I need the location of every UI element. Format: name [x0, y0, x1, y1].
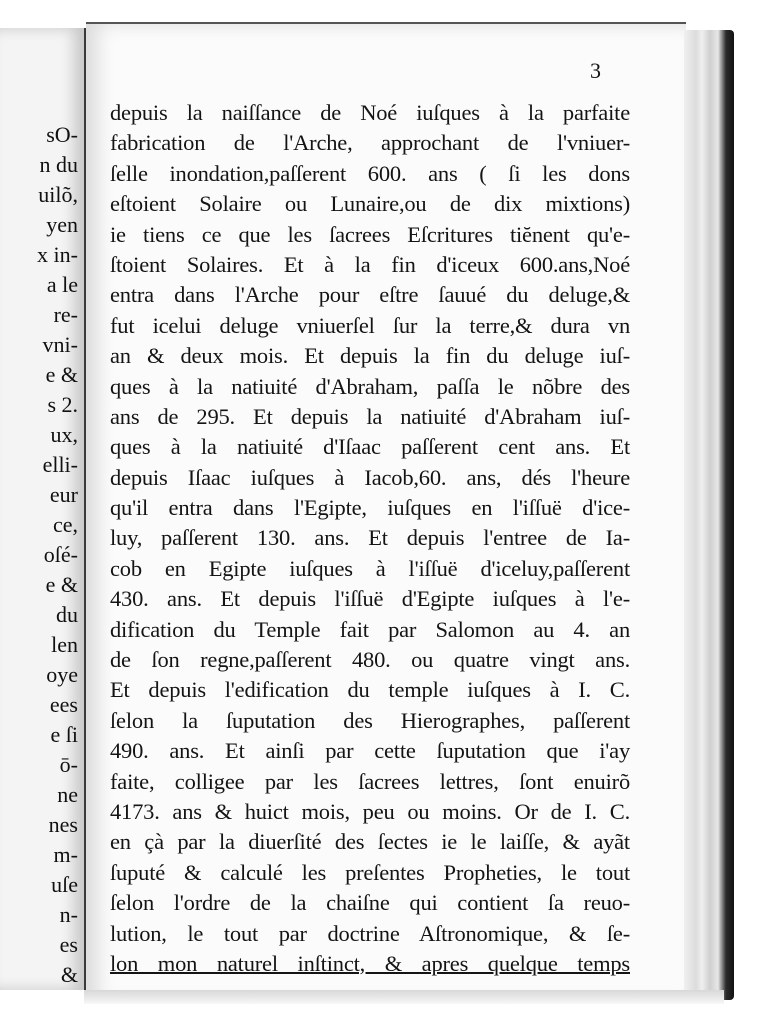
left-fragment: vni-	[42, 332, 78, 357]
text-line: en çà par la diuerſité des ſectes ie le laiſſe, & ayãt	[110, 829, 630, 855]
left-fragment: n du	[39, 152, 78, 177]
text-line: ſtoient Solaires. Et à la fin d'iceux 600.ans,Noé	[110, 251, 630, 277]
left-fragment: ce,	[52, 512, 78, 537]
left-fragment: ux,	[50, 422, 78, 447]
text-line: entra dans l'Arche pour eſtre ſauué du deluge,&	[110, 282, 630, 308]
text-line: de ſon regne,paſſerent 480. ou quatre vingt ans.	[110, 647, 630, 673]
left-fragment: nes	[48, 812, 78, 837]
body-text	[110, 98, 630, 979]
left-fragment: du	[56, 602, 78, 627]
text-line: ſuputé & calculé les preſentes Propheties, le tout	[110, 859, 630, 885]
text-line: depuis la naiſſance de Noé iuſques à la parfaite	[110, 100, 630, 125]
text-line: ie tiens ce que les ſacrees Eſcritures tiĕnent qu'e-	[110, 221, 630, 247]
text-line: ans de 295. Et depuis la natiuité d'Abraham iuſ-	[110, 403, 630, 429]
text-line: 4173. ans & huict mois, peu ou moins. Or de I. C.	[110, 798, 630, 824]
text-line: lution, le tout par doctrine Aſtronomique, & ſe-	[110, 920, 630, 946]
text-line: ques à la natiuité d'Iſaac paſſerent cent ans. Et	[110, 434, 630, 460]
left-fragment: e &	[45, 362, 78, 387]
text-line: 430. ans. Et depuis l'iſſuë d'Egipte iuſques à l'e-	[110, 586, 630, 612]
left-fragment: ō-	[59, 752, 78, 777]
left-fragment: eur	[49, 482, 78, 507]
left-fragment: len	[51, 632, 78, 657]
text-line: eſtoient Solaire ou Lunaire,ou de dix mixtions)	[110, 191, 630, 217]
left-fragment: ne	[57, 782, 78, 807]
left-fragment: es	[59, 932, 78, 957]
left-fragment: &	[60, 962, 78, 987]
left-fragment: oye	[46, 662, 78, 687]
text-line: dification du Temple fait par Salomon au 4. an	[110, 616, 630, 642]
text-line: luy, paſſerent 130. ans. Et depuis l'entree de Ia-	[110, 525, 630, 551]
text-line: ſelon l'ordre de la chaiſne qui contient ſa reuo-	[110, 890, 630, 916]
text-line: ques à la natiuité d'Abraham, paſſa le nõbre des	[110, 373, 630, 399]
left-fragment: re-	[53, 302, 78, 327]
left-fragment: ees	[49, 692, 78, 717]
left-fragment: s 2.	[47, 392, 78, 417]
left-fragment: x in-	[37, 242, 78, 267]
text-line: fut icelui deluge vniuerſel ſur la terre,& dura vn	[110, 312, 630, 338]
text-line: depuis Iſaac iuſques à Iacob,60. ans, dés l'heure	[110, 464, 630, 490]
left-fragment: yen	[46, 212, 78, 237]
left-fragment: uſe	[51, 872, 78, 897]
page-edges	[684, 30, 734, 1000]
text-line: lon mon naturel inſtinct, & apres quelque temps	[110, 950, 630, 976]
text-line: fabrication de l'Arche, approchant de l'vniuer-	[110, 130, 630, 156]
left-fragment: sO-	[46, 122, 78, 147]
text-line: ſelon la ſuputation des Hierographes, paſſerent	[110, 707, 630, 733]
text-line: qu'il entra dans l'Egipte, iuſques en l'iſſuë d'ice-	[110, 495, 630, 521]
left-fragment: m-	[53, 842, 78, 867]
page-number: 3	[590, 58, 601, 83]
text-line: cob en Egipte iuſques à l'iſſuë d'iceluy,paſſerent	[110, 555, 630, 581]
text-line: faite, colligee par les ſacrees lettres, ſont enuirõ	[110, 768, 630, 794]
left-fragment: n-	[59, 902, 78, 927]
bottom-edge	[84, 990, 724, 1004]
left-fragment: elli-	[42, 452, 78, 477]
left-fragment: e ſi	[50, 722, 78, 747]
left-fragment: oſé-	[43, 542, 78, 567]
text-line: Et depuis l'edification du temple iuſques à I. C.	[110, 677, 630, 703]
text-line: 490. ans. Et ainſi par cette ſuputation que i'ay	[110, 738, 630, 764]
text-line: ſelle inondation,paſſerent 600. ans ( ſi les dons	[110, 160, 630, 186]
left-fragment: uilõ,	[38, 182, 78, 207]
text-line: an & deux mois. Et depuis la fin du deluge iuſ-	[110, 343, 630, 369]
left-page	[0, 28, 87, 990]
left-fragment: a le	[46, 272, 78, 297]
left-fragment: e &	[45, 572, 78, 597]
